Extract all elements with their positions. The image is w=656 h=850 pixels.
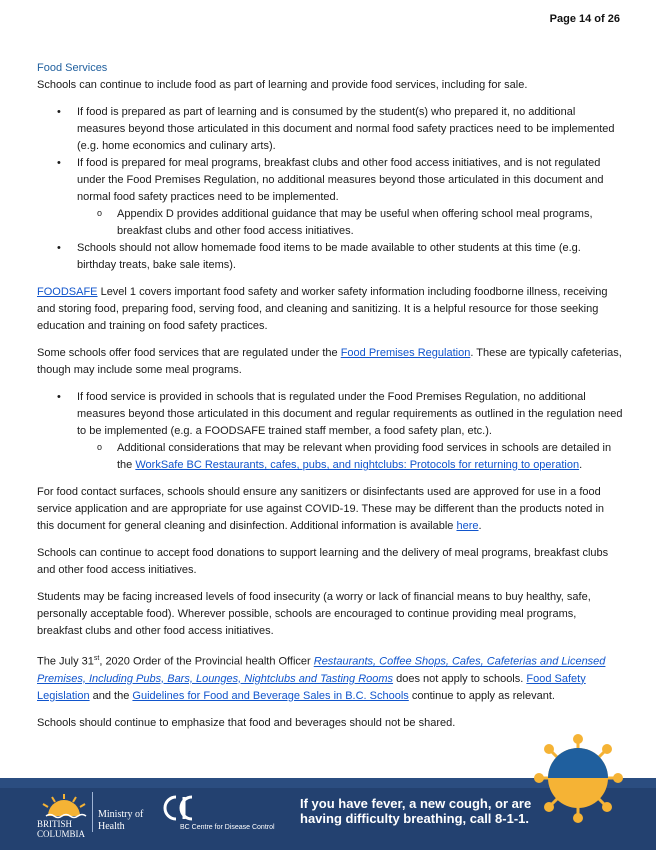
insecurity-paragraph: Students may be facing increased levels of food insecurity (a worry or lack of financial means to buy healthy, safe, personally acceptable food). Wherever possible, schools are encouraged to continue providing meal programs, breakfast clubs and other food access initiatives. (37, 591, 591, 637)
list-item: • If food service is provided in schools that is regulated under the Food Premises Regulation, no additional measures beyond those articulated in this document and regular requirements as outlined in the regulation need to be implemented (e.g. a FOODSAFE trained staff member, a food safety plan, etc.). o Additional considerations that may be relevant when providing food services in schools are detailed in the WorkSafe BC Restaurants, cafes, pubs, and nightclubs: Protocols for returning to operation. (37, 389, 623, 474)
surfaces-paragraph: For food contact surfaces, schools should ensure any sanitizers or disinfectants used are approved for use in a food service application and are appropriate for use against COVID-19. These may be different than the products noted in this document for general cleaning and disinfection. Additional information is available here. (37, 486, 605, 532)
here-link[interactable]: here (456, 520, 479, 532)
section-heading: Food Services (37, 62, 108, 74)
regulated-paragraph: Some schools offer food services that are regulated under the Food Premises Regulation. These are typically cafeterias, though may include some meal programs. (37, 347, 622, 376)
donations-paragraph: Schools can continue to accept food donations to support learning and the delivery of meal programs, breakfast clubs and other food access initiatives. (37, 547, 609, 576)
pho-order-link[interactable]: Restaurants, Coffee Shops, Cafes, Cafeterias and Licensed Premises, Including Pubs, Bars, Lounges, Nightclubs and Tasting Rooms (37, 655, 606, 685)
sub-list-item: o Additional considerations that may be relevant when providing food services in schools are detailed in the WorkSafe BC Restaurants, cafes, pubs, and nightclubs: Protocols for returning to operation. (77, 440, 623, 474)
logo-divider (92, 792, 93, 832)
food-prep-list (37, 104, 623, 274)
call-811-message: If you have fever, a new cough, or are having difficulty breathing, call 8-1-1. (300, 796, 532, 826)
cdc-logo (160, 793, 208, 823)
worksafe-link[interactable]: WorkSafe BC Restaurants, cafes, pubs, and nightclubs: Protocols for returning to operation (135, 459, 580, 471)
list-item: • Schools should not allow homemade food items to be made available to other students at this time (e.g. birthday treats, bake sale items). (37, 240, 623, 274)
food-safety-legislation-link[interactable]: Food Safety Legislation (37, 672, 586, 702)
sub-list (77, 206, 623, 240)
sub-list-item: o Appendix D provides additional guidance that may be useful when offering school meal programs, breakfast clubs and other food access initiatives. (77, 206, 623, 240)
bc-sun-logo (38, 794, 90, 820)
foodsafe-link[interactable]: FOODSAFE (37, 286, 98, 298)
food-premises-regulation-link[interactable]: Food Premises Regulation (340, 347, 471, 359)
list-item: • If food is prepared as part of learning and is consumed by the student(s) who prepared it, no additional measures beyond those articulated in this document and normal food safety practices need to be implemented (e.g. home economics and culinary arts). (37, 104, 623, 155)
list-item: • If food is prepared for meal programs, breakfast clubs and other food access initiatives, and is not regulated under the Food Premises Regulation, no additional measures beyond those articulated in this document and normal food safety practices need to be implemented. o Appendix D provides additional guidance that may be useful when offering school meal programs, breakfast clubs and other food access initiatives. (37, 155, 623, 240)
virus-icon (532, 732, 624, 824)
foodsafe-paragraph: FOODSAFE Level 1 covers important food safety and worker safety information including foodborne illness, receiving and storing food, preparing food, serving food, and cleaning and sanitizing. It is a helpful resource for those seeking education and training on food safety practices. (37, 286, 608, 332)
document-body (37, 60, 623, 732)
cdc-name: BC Centre for Disease Control (180, 824, 275, 831)
intro-paragraph: Schools can continue to include food as part of learning and provide food services, including for sale. (37, 79, 528, 91)
page-number: Page 14 of 26 (549, 13, 620, 25)
ministry-wordmark: Ministry of Health (98, 809, 144, 832)
guidelines-link[interactable]: Guidelines for Food and Beverage Sales in B.C. Schools (132, 689, 409, 702)
bc-wordmark: BRITISH COLUMBIA (37, 819, 86, 839)
order-paragraph: The July 31st, 2020 Order of the Provincial health Officer Restaurants, Coffee Shops, Cafes, Cafeterias and Licensed Premises, Including Pubs, Bars, Lounges, Nightclubs and Tasting Rooms does not apply to schools. Food Safety Legislation and the Guidelines for Food and Beverage Sales in B.C. Schools continue to apply as relevant. (37, 655, 606, 702)
sub-list (77, 440, 623, 474)
regulated-list (37, 389, 623, 474)
not-shared-paragraph: Schools should continue to emphasize that food and beverages should not be shared. (37, 716, 456, 729)
